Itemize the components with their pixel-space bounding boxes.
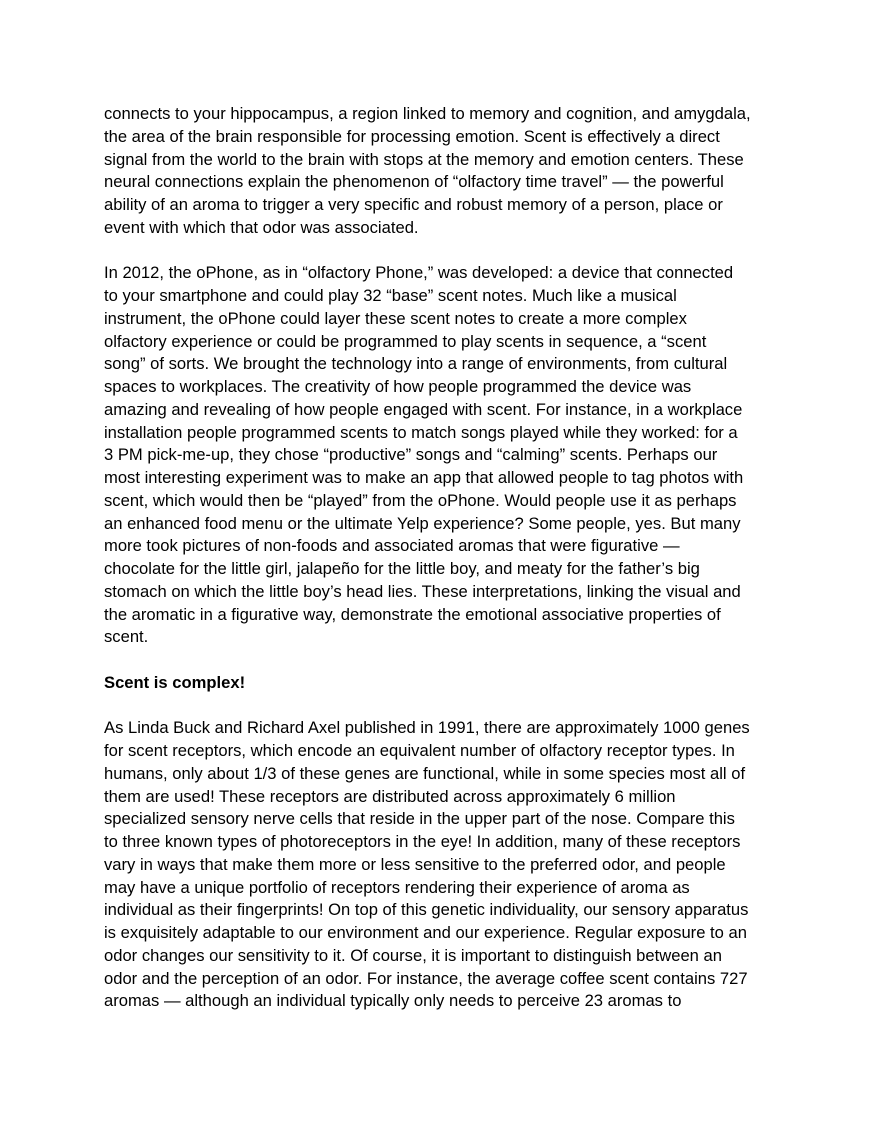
text-line: may have a unique portfolio of receptors rendering their experience of aroma as bbox=[104, 877, 690, 897]
text-line: signal from the world to the brain with stops at the memory and emotion centers. These bbox=[104, 149, 744, 169]
text-line: ability of an aroma to trigger a very specific and robust memory of a person, place or bbox=[104, 195, 723, 214]
text-line: amazing and revealing of how people engaged with scent. For instance, in a workplace bbox=[104, 399, 743, 419]
text-line: the aromatic in a figurative way, demonstrate the emotional associative properties of bbox=[104, 604, 721, 624]
paragraph-receptors bbox=[104, 717, 780, 1013]
paragraph-ophone bbox=[104, 262, 780, 649]
text-line: scent, which would then be “played” from the oPhone. Would people use it as perhaps bbox=[104, 490, 737, 510]
text-line: them are used! These receptors are distributed across approximately 6 million bbox=[104, 786, 676, 806]
text-line: is exquisitely adaptable to our environment and our experience. Regular exposure to an bbox=[104, 923, 747, 942]
paragraph-hippocampus bbox=[104, 103, 780, 240]
text-line: more took pictures of non-foods and associated aromas that were figurative — bbox=[104, 536, 680, 556]
text-line: installation people programmed scents to match songs played while they worked: for a bbox=[104, 422, 738, 442]
text-line: neural connections explain the phenomenon of “olfactory time travel” — the powerful bbox=[104, 172, 724, 192]
document-body bbox=[104, 103, 780, 1036]
text-line: specialized sensory nerve cells that reside in the upper part of the nose. Compare this bbox=[104, 809, 735, 829]
text-line: scent. bbox=[104, 627, 149, 647]
text-line: olfactory experience or could be programmed to play scents in sequence, a “scent bbox=[104, 331, 707, 351]
text-line: aromas — although an individual typically only needs to perceive 23 aromas to bbox=[104, 991, 682, 1011]
text-line: spaces to workplaces. The creativity of how people programmed the device was bbox=[104, 377, 692, 396]
text-line: In 2012, the oPhone, as in “olfactory Phone,” was developed: a device that connected bbox=[104, 263, 734, 283]
text-line: connects to your hippocampus, a region linked to memory and cognition, and amygdala, bbox=[104, 104, 751, 123]
text-line: instrument, the oPhone could layer these scent notes to create a more complex bbox=[104, 308, 687, 328]
text-line: song” of sorts. We brought the technology into a range of environments, from cultural bbox=[104, 354, 728, 374]
text-line: to your smartphone and could play 32 “base” scent notes. Much like a musical bbox=[104, 286, 677, 305]
section-heading: Scent is complex! bbox=[104, 672, 246, 692]
text-line: vary in ways that make them more or less sensitive to the preferred odor, and people bbox=[104, 854, 726, 874]
text-line: for scent receptors, which encode an equivalent number of olfactory receptor types. In bbox=[104, 741, 735, 760]
text-line: odor and the perception of an odor. For instance, the average coffee scent contains 727 bbox=[104, 968, 748, 988]
text-line: stomach on which the little boy’s head lies. These interpretations, linking the visual and bbox=[104, 581, 741, 601]
text-line: to three known types of photoreceptors in the eye! In addition, many of these receptors bbox=[104, 832, 741, 851]
text-line: an enhanced food menu or the ultimate Yelp experience? Some people, yes. But many bbox=[104, 513, 741, 533]
text-line: humans, only about 1/3 of these genes are functional, while in some species most all of bbox=[104, 763, 746, 783]
text-line: As Linda Buck and Richard Axel published in 1991, there are approximately 1000 genes bbox=[104, 718, 750, 738]
text-line: individual as their fingerprints! On top of this genetic individuality, our sensory apparatus bbox=[104, 900, 749, 920]
text-line: odor changes our sensitivity to it. Of course, it is important to distinguish between an bbox=[104, 945, 722, 965]
text-line: 3 PM pick-me-up, they chose “productive” songs and “calming” scents. Perhaps our bbox=[104, 445, 718, 465]
text-line: the area of the brain responsible for processing emotion. Scent is effectively a direct bbox=[104, 126, 720, 146]
text-line: most interesting experiment was to make an app that allowed people to tag photos with bbox=[104, 468, 744, 487]
text-line: event with which that odor was associated. bbox=[104, 217, 419, 237]
text-line: chocolate for the little girl, jalapeño for the little boy, and meaty for the father’s big bbox=[104, 559, 700, 578]
